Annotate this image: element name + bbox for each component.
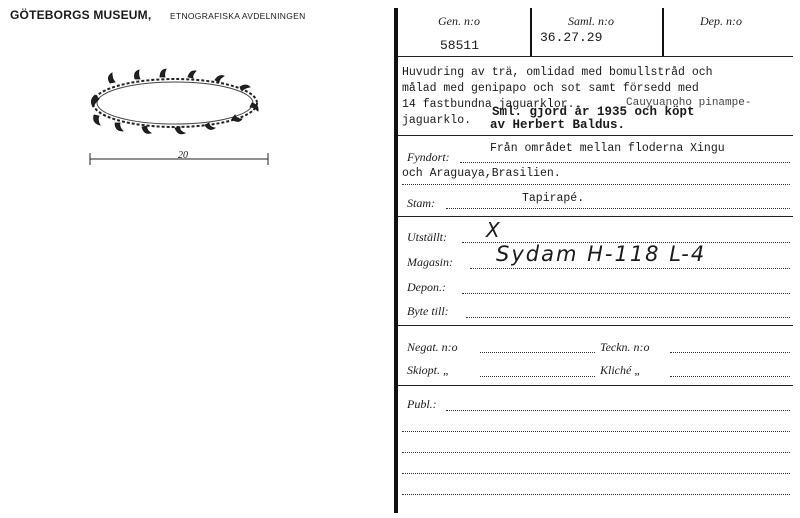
box-divider-2 bbox=[662, 8, 664, 56]
box-bottom-line bbox=[398, 56, 793, 57]
description-bottom-line bbox=[398, 135, 793, 136]
department-name: ETNOGRAFISKA AVDELNINGEN bbox=[170, 11, 306, 21]
stam-dotline bbox=[446, 208, 790, 209]
stam-value: Tapirapé. bbox=[522, 192, 585, 205]
stam-bottom-line bbox=[398, 216, 793, 217]
box-divider-1 bbox=[530, 8, 532, 56]
description-line-3: 14 fastbundna jaguarklor. bbox=[402, 98, 575, 111]
magasin-label: Magasin: bbox=[407, 255, 453, 269]
publ-dotline-5 bbox=[402, 494, 790, 495]
byte-bottom-line bbox=[398, 325, 793, 326]
publ-label: Publ.: bbox=[407, 397, 437, 411]
fyndort-dotline-2 bbox=[402, 184, 790, 185]
gen-label: Gen. n:o bbox=[438, 14, 480, 28]
dep-label: Dep. n:o bbox=[700, 14, 742, 28]
utstallt-value: X bbox=[486, 218, 502, 242]
kliche-label: Kliché „ bbox=[600, 363, 641, 377]
magasin-value: Sydam H-118 L-4 bbox=[496, 242, 707, 266]
teckn-dotline bbox=[670, 352, 790, 353]
depon-label: Depon.: bbox=[407, 280, 446, 294]
saml-label: Saml. n:o bbox=[568, 14, 614, 28]
publ-dotline-2 bbox=[402, 431, 790, 432]
description-overprint-3: av Herbert Baldus. bbox=[490, 118, 626, 132]
saml-value: 36.27.29 bbox=[540, 30, 603, 45]
byte-dotline bbox=[466, 317, 790, 318]
gen-value: 58511 bbox=[440, 38, 480, 53]
description-overprint-2: Sml. gjord år 1935 och köpt bbox=[492, 105, 695, 119]
description-line-2: målad med genipapo och sot samt försedd med bbox=[402, 82, 699, 95]
kliche-dotline bbox=[670, 376, 790, 377]
fyndort-line-2: och Araguaya,Brasilien. bbox=[402, 167, 561, 180]
stam-label: Stam: bbox=[407, 196, 435, 210]
fyndort-dotline bbox=[460, 162, 790, 163]
negat-label: Negat. n:o bbox=[407, 340, 458, 354]
description-line-1: Huvudring av trä, omlidad med bomullstråd och bbox=[402, 66, 713, 79]
byte-label: Byte till: bbox=[407, 304, 449, 318]
museum-name: GÖTEBORGS MUSEUM, bbox=[10, 8, 152, 22]
fyndort-line-1: Från området mellan floderna Xingu bbox=[490, 142, 725, 155]
publ-dotline-3 bbox=[402, 452, 790, 453]
publ-dotline-4 bbox=[402, 473, 790, 474]
skiopt-dotline bbox=[480, 376, 595, 377]
depon-dotline bbox=[462, 293, 790, 294]
utstallt-label: Utställt: bbox=[407, 230, 448, 244]
description-line-4: jaguarklo. bbox=[402, 114, 472, 127]
teckn-label: Teckn. n:o bbox=[600, 340, 650, 354]
skiopt-label: Skiopt. „ bbox=[407, 363, 450, 377]
scale-label: 20 bbox=[178, 150, 188, 161]
fyndort-label: Fyndort: bbox=[407, 150, 450, 164]
description-overprint-1: Cauyuanoho pinampe- bbox=[626, 97, 752, 109]
negat-dotline bbox=[480, 352, 595, 353]
publ-dotline-1 bbox=[446, 410, 790, 411]
card-divider bbox=[394, 8, 398, 513]
skiopt-bottom-line bbox=[398, 385, 793, 386]
magasin-dotline bbox=[470, 268, 790, 269]
